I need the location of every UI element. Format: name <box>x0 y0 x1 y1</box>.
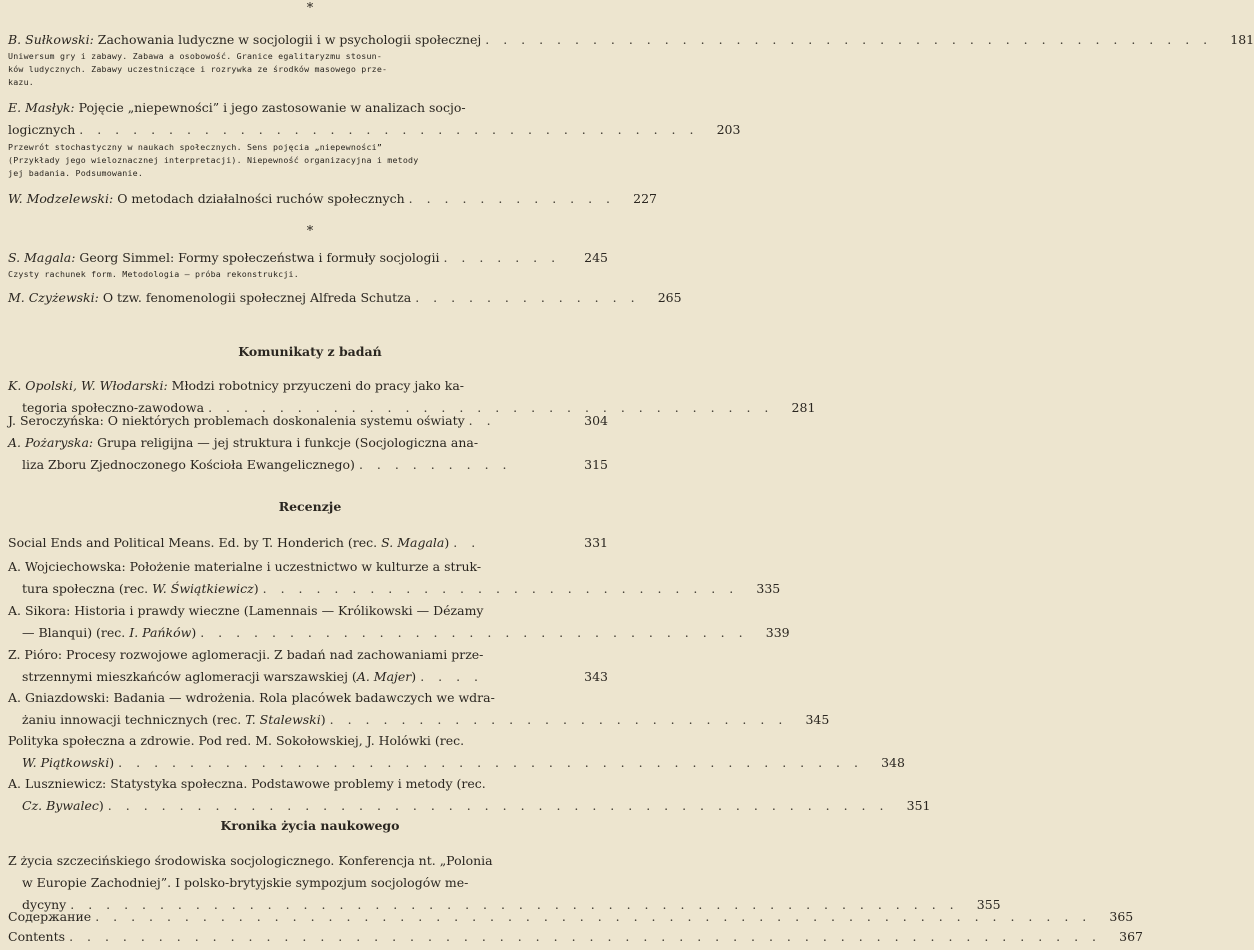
toc-entry[interactable]: Z. Pióro: Procesy rozwojowe aglomeracji. Z badań nad zachowaniami prze- strzennymi mieszkańców aglomeracji warszawskiej (A. Majer) . . . . 343 <box>8 644 608 688</box>
entry-title: O tzw. fenomenologii społecznej Alfreda Schutza <box>102 290 412 305</box>
entry-page: 355 <box>976 897 1001 912</box>
entry-page: 367 <box>1119 929 1144 944</box>
section-heading: Recenzje <box>278 499 342 514</box>
entry-title: Georg Simmel: Formy społeczeństwa i formuły socjologii <box>79 250 440 265</box>
entry-title: O niektórych problemach doskonalenia systemu oświaty <box>107 413 465 428</box>
entry-page: 304 <box>584 413 608 428</box>
entry-page: 331 <box>584 535 608 550</box>
entry-description: Uniwersum gry i zabawy. Zabawa a osobowość. Granice egalitaryzmu stosun- ków ludycznych. Zabawy uczestniczące i rozrywka ze środków masowego prze- kazu. <box>8 51 388 87</box>
entry-page: 181 <box>1230 32 1254 47</box>
toc-entry[interactable]: M. Czyżewski: O tzw. fenomenologii społecznej Alfreda Schutza . . . . . . . . . . . . . 265 <box>8 287 608 309</box>
entry-page: 265 <box>657 290 682 305</box>
entry-page: 343 <box>584 669 608 684</box>
entry-author: W. Modzelewski: <box>8 191 114 206</box>
separator-star: * <box>306 1 314 16</box>
toc-entry[interactable]: A. Sikora: Historia i prawdy wieczne (Lamennais — Królikowski — Dézamy — Blanqui) (rec. I. Pańków) . . . . . . . . . . . . . . . . . . . . . . . . . . . . . . . 339 <box>8 600 608 644</box>
entry-description: Czysty rachunek form. Metodologia — próba rekonstrukcji. <box>8 269 299 279</box>
toc-entry[interactable]: Contents . . . . . . . . . . . . . . . . . . . . . . . . . . . . . . . . . . . . . . . . . . . . . . . . . . . . . . . . . . 367 <box>8 926 608 947</box>
entry-title: Contents <box>8 929 66 944</box>
toc-entry[interactable]: A. Wojciechowska: Położenie materialne i uczestnictwo w kulturze a struk- tura społeczna (rec. W. Świątkiewicz) . . . . . . . . . . . . . . . . . . . . . . . . . . . 335 <box>8 556 608 600</box>
entry-author: J. Seroczyńska: <box>8 413 104 428</box>
toc-entry[interactable]: A. Pożaryska: Grupa religijna — jej struktura i funkcje (Socjologiczna ana- liza Zboru Zjednoczonego Kościoła Ewangelicznego) . . . . . . . . . 315 <box>8 432 608 476</box>
entry-title: O metodach działalności ruchów społecznych <box>117 191 405 206</box>
section-heading: Komunikaty z badań <box>238 344 382 359</box>
entry-author: M. Czyżewski: <box>8 290 99 305</box>
entry-title: Содержание <box>8 909 92 924</box>
toc-entry[interactable]: J. Seroczyńska: O niektórych problemach doskonalenia systemu oświaty . . 304 <box>8 410 608 432</box>
toc-entry[interactable]: E. Masłyk: Pojęcie „niepewności” i jego zastosowanie w analizach socjo- logicznych . . . . . . . . . . . . . . . . . . . . . . . . . . . . . . . . . . . 203 <box>8 97 608 141</box>
entry-page: 345 <box>805 712 830 727</box>
separator-star: * <box>306 224 314 239</box>
toc-entry[interactable]: Polityka społeczna a zdrowie. Pod red. M. Sokołowskiej, J. Holówki (rec. W. Piątkowski) . . . . . . . . . . . . . . . . . . . . . . . . . . . . . . . . . . . . . . . . . . 348 <box>8 730 608 774</box>
entry-description: Przewrót stochastyczny w naukach społecznych. Sens pojęcia „niepewności” (Przykłady jego wieloznacznej interpretacji). Niepewność organizacyjna i metody jej badania. Podsumowanie. <box>8 142 419 178</box>
entry-author: B. Sułkowski: <box>8 32 94 47</box>
entry-page: 281 <box>791 400 816 415</box>
toc-entry[interactable]: W. Modzelewski: O metodach działalności ruchów społecznych . . . . . . . . . . . . 227 <box>8 188 608 210</box>
entry-title: Grupa religijna — jej struktura i funkcje (Socjologiczna ana- <box>97 435 479 450</box>
entry-author: E. Masłyk: <box>8 100 75 115</box>
entry-page: 365 <box>1109 909 1134 924</box>
entry-page: 335 <box>756 581 781 596</box>
entry-page: 203 <box>716 122 741 137</box>
toc-entry[interactable]: Содержание . . . . . . . . . . . . . . . . . . . . . . . . . . . . . . . . . . . . . . . . . . . . . . . . . . . . . . . . 365 <box>8 906 608 927</box>
entry-page: 227 <box>633 191 658 206</box>
entry-page: 339 <box>765 625 790 640</box>
entry-page: 351 <box>906 798 931 813</box>
entry-author: A. Pożaryska: <box>8 435 94 450</box>
entry-title: Pojęcie „niepewności” i jego zastosowanie w analizach socjo- <box>78 100 466 115</box>
toc-entry[interactable]: B. Sułkowski: Zachowania ludyczne w socjologii i w psychologii społecznej . . . . . . . . . . . . . . . . . . . . . . . . . . . . . . . . . . . . . . . . . 181 <box>8 29 608 51</box>
entry-title: Młodzi robotnicy przyuczeni do pracy jako ka- <box>171 378 465 393</box>
toc-entry[interactable]: S. Magala: Georg Simmel: Formy społeczeństwa i formuły socjologii . . . . . . . 245 <box>8 247 608 269</box>
toc-entry[interactable]: Z życia szczecińskiego środowiska socjologicznego. Konferencja nt. „Polonia w Europie Zachodniej”. I polsko-brytyjskie sympozjum socjologów me- dycyny . . . . . . . . . . . . . . . . . . . . . . . . . . . . . . . . . . . . . . . . . . . . . . . . . . 355 <box>8 850 608 916</box>
entry-author: S. Magala: <box>8 250 76 265</box>
toc-entry[interactable]: Social Ends and Political Means. Ed. by T. Honderich (rec. S. Magala) . . 331 <box>8 532 608 554</box>
entry-title: Zachowania ludyczne w socjologii i w psychologii społecznej <box>97 32 482 47</box>
entry-page: 348 <box>881 755 905 770</box>
toc-entry[interactable]: A. Luszniewicz: Statystyka społeczna. Podstawowe problemy i metody (rec. Cz. Bywalec) . . . . . . . . . . . . . . . . . . . . . . . . . . . . . . . . . . . . . . . . . . . . 351 <box>8 773 608 817</box>
entry-page: 245 <box>584 250 608 265</box>
entry-page: 315 <box>584 457 608 472</box>
toc-entry[interactable]: A. Gniazdowski: Badania — wdrożenia. Rola placówek badawczych we wdra- żaniu innowacji technicznych (rec. T. Stalewski) . . . . . . . . . . . . . . . . . . . . . . . . . . 345 <box>8 687 608 731</box>
entry-title-cont: logicznych <box>8 122 76 137</box>
toc-entry[interactable]: K. Opolski, W. Włodarski: Młodzi robotnicy przyuczeni do pracy jako ka- tegoria społeczno-zawodowa . . . . . . . . . . . . . . . . . . . . . . . . . . . . . . . . 281 <box>8 375 608 419</box>
entry-author: K. Opolski, W. Włodarski: <box>8 378 168 393</box>
section-heading: Kronika życia naukowego <box>220 818 400 833</box>
